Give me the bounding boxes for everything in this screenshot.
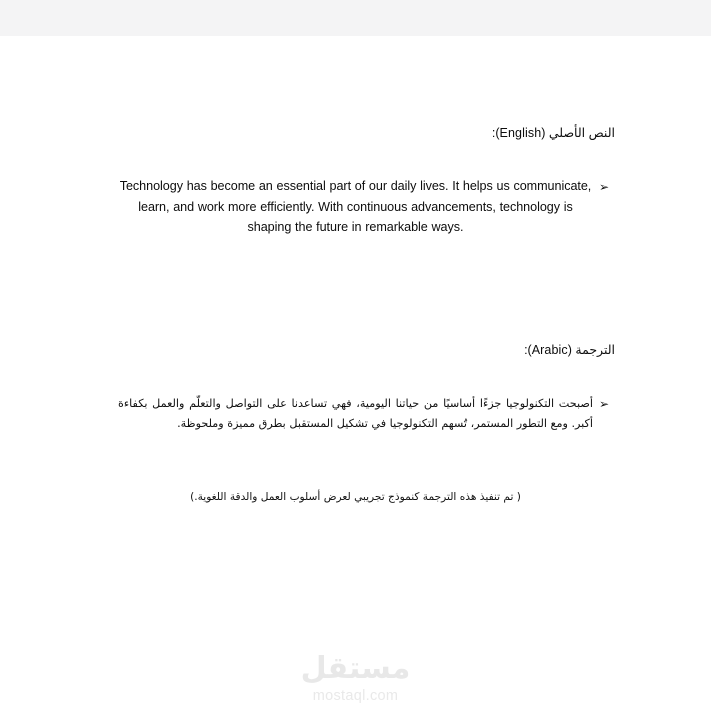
heading-original-text: النص الأصلي (English): bbox=[491, 126, 615, 140]
arrow-bullet-icon: ➢ bbox=[598, 180, 610, 194]
top-gray-band bbox=[0, 0, 711, 36]
heading-translation-text: الترجمة (Arabic): bbox=[524, 343, 615, 357]
paragraph-arabic bbox=[118, 394, 615, 433]
watermark-logo-text: مستقل bbox=[300, 651, 411, 686]
arrow-bullet-icon: ➢ bbox=[598, 397, 610, 411]
closing-note-text: ( تم تنفيذ هذه الترجمة كنموذج تجريبي لعرض أسلوب العمل والدقة اللغوية.) bbox=[190, 491, 521, 503]
document-page bbox=[0, 36, 711, 711]
paragraph-english-text bbox=[118, 176, 593, 238]
paragraph-english bbox=[118, 176, 615, 238]
watermark bbox=[0, 652, 711, 705]
english-run: Technology has become an essential part of our daily lives. It helps us communicate, learn, and work more efficiently. With continuous advancements, technology is shaping the future in remarkable ways. bbox=[119, 179, 592, 234]
paragraph-arabic-text: أصبحت التكنولوجيا جزءًا أساسيًا من حياتنا اليومية، فهي تساعدنا على التواصل والتعلّم والعمل بكفاءة أكبر. ومع التطور المستمر، تُسهم التكنولوجيا في تشكيل المستقبل بطرق مميزة وملحوظة. bbox=[118, 397, 593, 430]
watermark-domain-text: mostaql.com bbox=[312, 688, 399, 704]
